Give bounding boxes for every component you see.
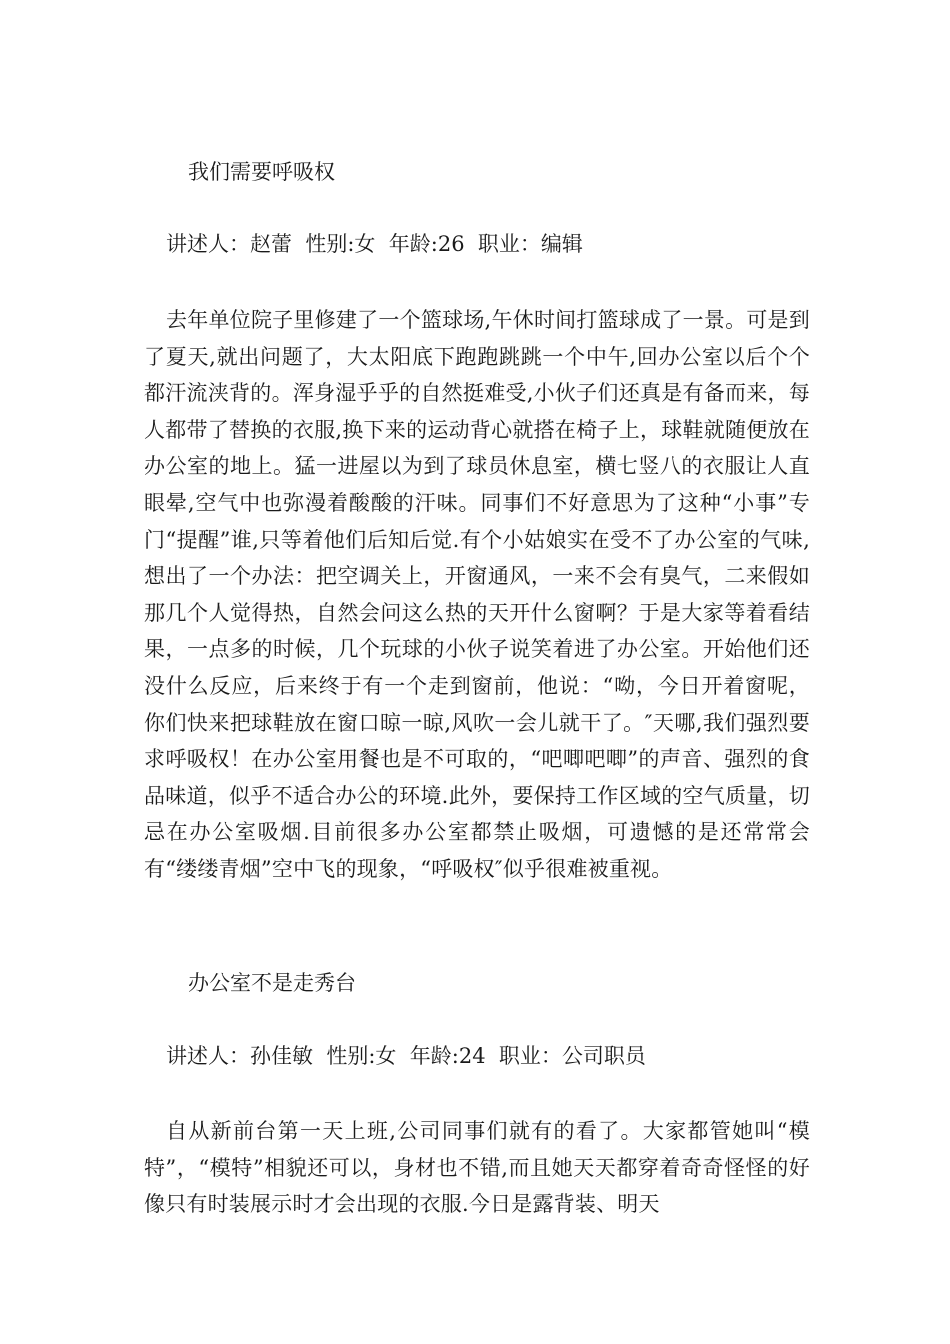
section-title-breathing-rights: 我们需要呼吸权 [188,160,335,184]
story-paragraph-office-not-runway: 自从新前台第一天上班,公司同事们就有的看了。大家都管她叫“模特”，“模特”相貌还可以，身材也不错,而且她天天都穿着奇奇怪怪的好像只有时装展示时才会出现的衣服.今日是露背装、明天 [144,1119,810,1217]
narrator-info-zhao-lei: 讲述人：赵蕾 性别:女 年龄:26 职业：编辑 [166,232,583,256]
narrator-info-sun-jiamin: 讲述人：孙佳敏 性别:女 年龄:24 职业：公司职员 [166,1044,646,1068]
story-paragraph-breathing-rights: 去年单位院子里修建了一个篮球场,午休时间打篮球成了一景。可是到了夏天,就出问题了，大太阳底下跑跑跳跳一个中午,回办公室以后个个都汗流浃背的。浑身湿乎乎的自然挺难受,小伙子们还真是有备而来，每人都带了替换的衣服,换下来的运动背心就搭在椅子上，球鞋就随便放在办公室的地上。猛一进屋以为到了球员休息室，横七竖八的衣服让人直眼晕,空气中也弥漫着酸酸的汗味。同事们不好意思为了这种“小事”专门“提醒”谁,只等着他们后知后觉.有个小姑娘实在受不了办公室的气味,想出了一个办法：把空调关上，开窗通风，一来不会有臭气，二来假如那几个人觉得热，自然会问这么热的天开什么窗啊？于是大家等着看结果，一点多的时候，几个玩球的小伙子说笑着进了办公室。开始他们还没什么反应，后来终于有一个走到窗前，他说：“呦，今日开着窗呢，你们快来把球鞋放在窗口晾一晾,风吹一会儿就干了。″天哪,我们强烈要求呼吸权！在办公室用餐也是不可取的，“吧唧吧唧”的声音、强烈的食品味道，似乎不适合办公的环境.此外，要保持工作区域的空气质量，切忌在办公室吸烟.目前很多办公室都禁止吸烟，可遗憾的是还常常会有“缕缕青烟”空中飞的现象，“呼吸权″似乎很难被重视。 [144,308,810,881]
section-title-office-not-runway: 办公室不是走秀台 [188,971,356,995]
